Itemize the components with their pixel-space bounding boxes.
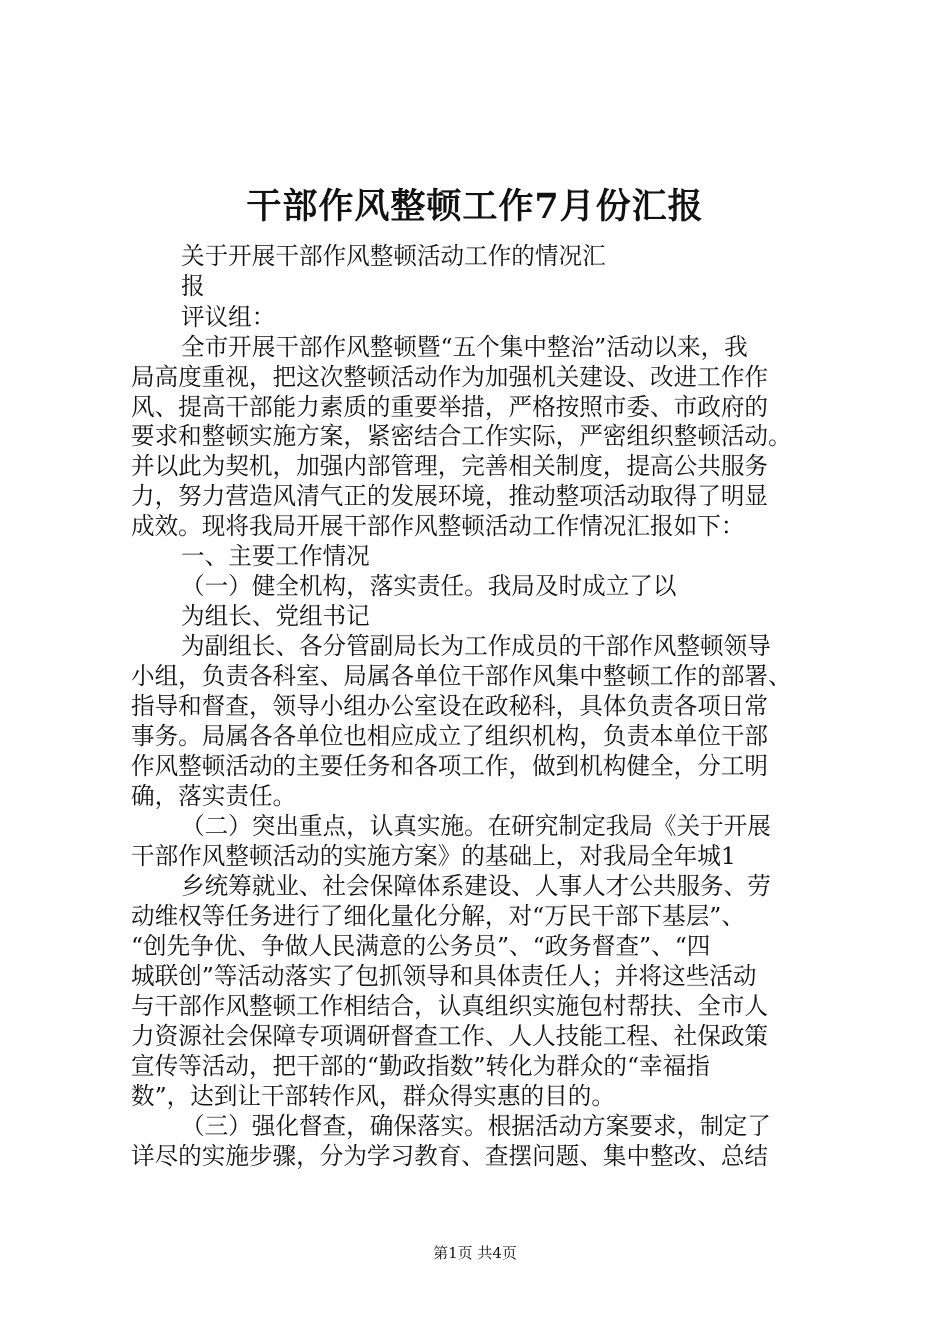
body-line: 力资源社会保障专项调研督查工作、人人技能工程、社保政策 (131, 1022, 769, 1050)
body-line: 报 (181, 272, 205, 300)
body-line: （二）突出重点，认真实施。在研究制定我局《关于开展 (181, 812, 771, 840)
body-line: 并以此为契机，加强内部管理，完善相关制度，提高公共服务 (131, 452, 769, 480)
body-line: 小组，负责各科室、局属各单位干部作风集中整顿工作的部署、 (131, 662, 792, 690)
body-line: 关于开展干部作风整顿活动工作的情况汇 (181, 242, 606, 270)
body-line: 一、主要工作情况 (181, 542, 370, 570)
body-line: 要求和整顿实施方案，紧密结合工作实际，严密组织整顿活动。 (131, 422, 792, 450)
body-line: 数”，达到让干部转作风，群众得实惠的目的。 (131, 1082, 615, 1110)
body-line: 宣传等活动，把干部的“勤政指数”转化为群众的“幸福指 (131, 1052, 710, 1080)
body-line: 指导和督查，领导小组办公室设在政秘科，具体负责各项日常 (131, 692, 769, 720)
page-footer: 第1页 共4页 (433, 1244, 517, 1262)
body-line: 与干部作风整顿工作相结合，认真组织实施包村帮扶、全市人 (131, 992, 769, 1020)
body-line: 确，落实责任。 (131, 782, 297, 810)
body-line: 局高度重视，把这次整顿活动作为加强机关建设、改进工作作 (131, 363, 769, 391)
body-line: （三）强化督查，确保落实。根据活动方案要求，制定了 (181, 1112, 771, 1140)
body-line: 成效。现将我局开展干部作风整顿活动工作情况汇报如下： (131, 512, 745, 540)
body-line: 动维权等任务进行了细化量化分解，对“万民干部下基层”、 (131, 902, 745, 930)
body-line: “创先争优、争做人民满意的公务员”、“政务督查”、“四 (131, 932, 711, 960)
body-line: 乡统筹就业、社会保障体系建设、人事人才公共服务、劳 (181, 872, 771, 900)
body-line: 详尽的实施步骤，分为学习教育、查摆问题、集中整改、总结 (131, 1142, 769, 1170)
body-line: 为组长、党组书记 (181, 602, 370, 630)
body-line: （一）健全机构，落实责任。我局及时成立了以 (181, 572, 677, 600)
body-line: 城联创”等活动落实了包抓领导和具体责任人；并将这些活动 (131, 962, 757, 990)
body-line: 全市开展干部作风整顿暨“五个集中整治”活动以来，我 (181, 333, 748, 361)
body-line: 干部作风整顿活动的实施方案》的基础上，对我局全年城1 (131, 842, 736, 870)
body-line: 评议组： (181, 303, 276, 331)
document-title: 干部作风整顿工作7月份汇报 (246, 186, 704, 227)
body-line: 作风整顿活动的主要任务和各项工作，做到机构健全，分工明 (131, 752, 769, 780)
body-line: 风、提高干部能力素质的重要举措，严格按照市委、市政府的 (131, 393, 769, 421)
body-line: 事务。局属各各单位也相应成立了组织机构，负责本单位干部 (131, 722, 769, 750)
body-line: 力，努力营造风清气正的发展环境，推动整项活动取得了明显 (131, 482, 769, 510)
body-line: 为副组长、各分管副局长为工作成员的干部作风整顿领导 (181, 632, 771, 660)
